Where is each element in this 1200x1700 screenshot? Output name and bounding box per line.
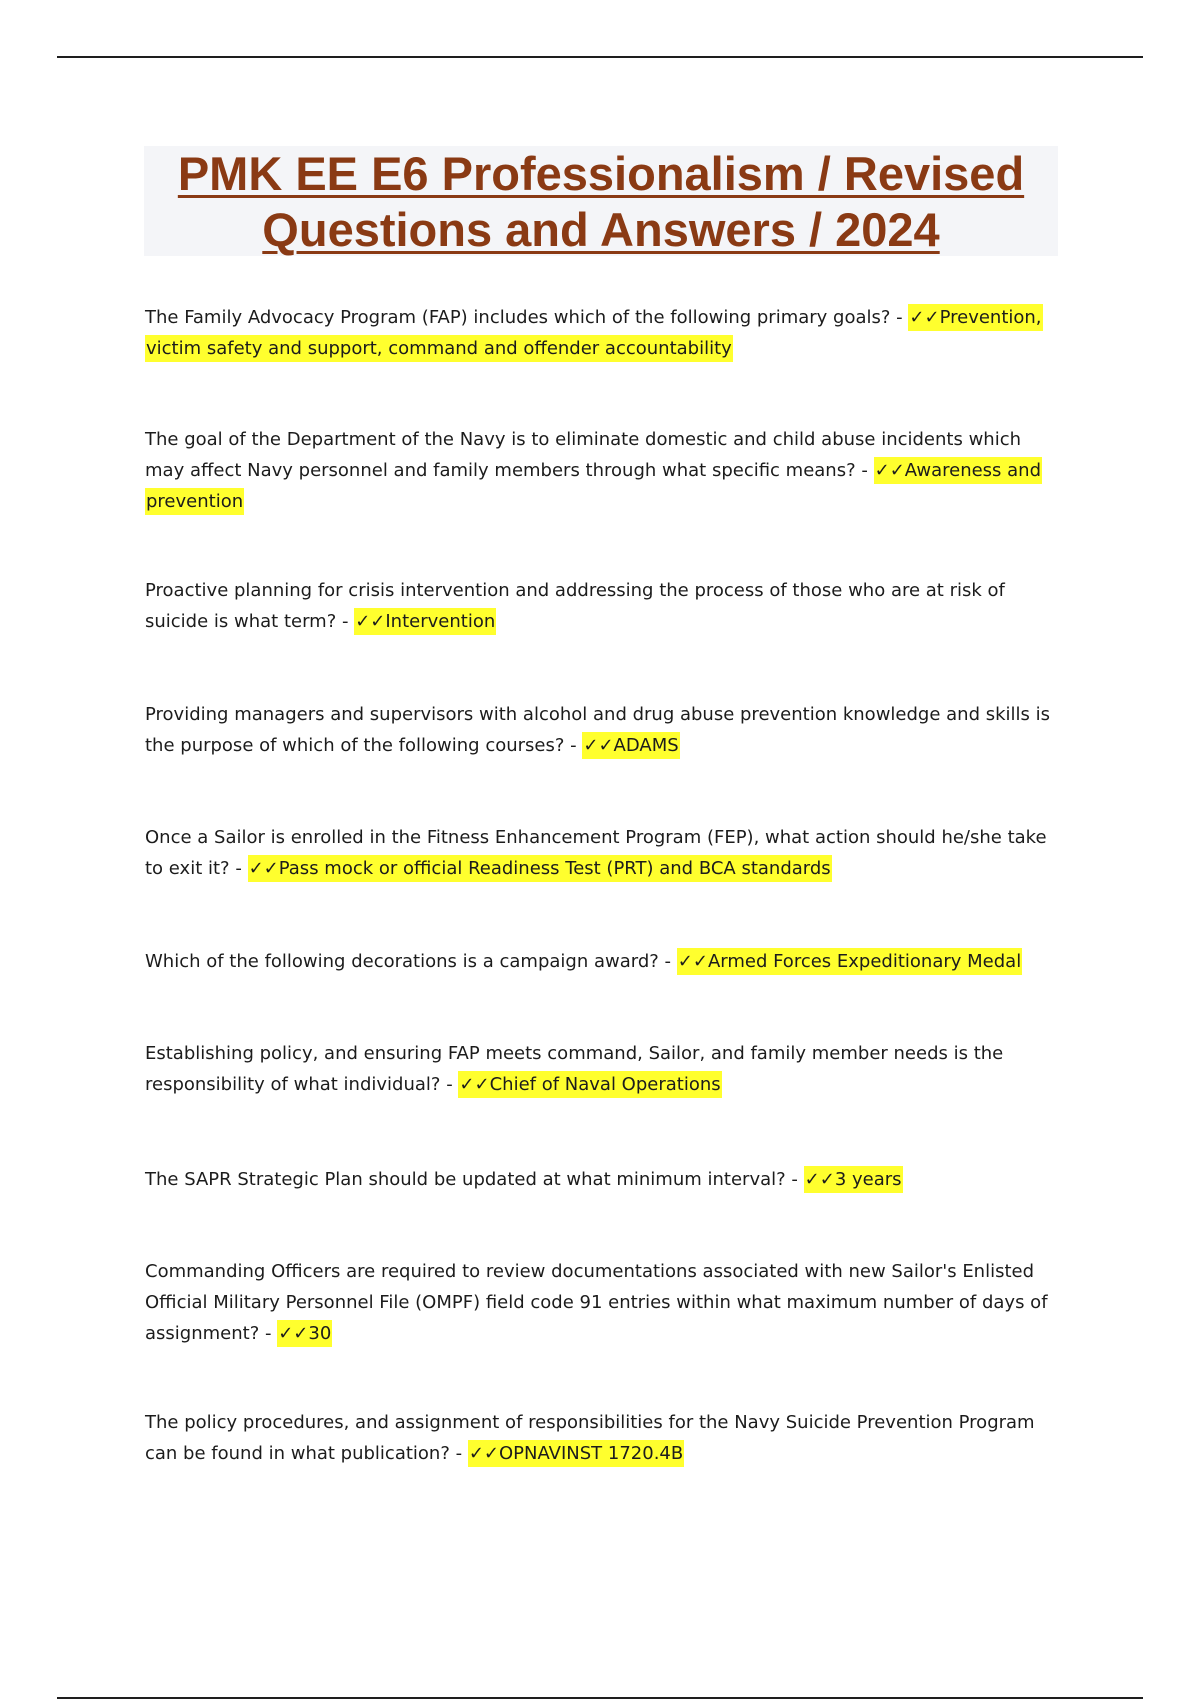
- checkmark-icon: ✓✓: [459, 1074, 490, 1095]
- answer-highlight: [354, 608, 496, 635]
- question-text: Once a Sailor is enrolled in the Fitness Enhancement Program (FEP), what action should he/she take to exit it?: [145, 827, 1047, 879]
- separator: -: [336, 611, 355, 632]
- top-rule: [57, 56, 1143, 58]
- separator: -: [785, 1169, 804, 1190]
- qa-item: [145, 424, 1060, 517]
- separator: -: [855, 460, 874, 481]
- question-text: Providing managers and supervisors with alcohol and drug abuse prevention knowledge and skills is the purpose of which of the following courses?: [145, 704, 1051, 756]
- separator: -: [229, 858, 248, 879]
- answer-text: Pass mock or official Readiness Test (PRT) and BCA standards: [278, 858, 831, 879]
- qa-item: [145, 1407, 1060, 1469]
- title-line-1: PMK EE E6 Professionalism / Revised: [177, 147, 1025, 200]
- answer-highlight: [468, 1440, 684, 1467]
- answer-text: Prevention, victim safety and support, command and offender accountability: [146, 307, 1042, 359]
- answer-highlight: [804, 1166, 903, 1193]
- answer-highlight: [277, 1320, 332, 1347]
- answer-highlight: [458, 1071, 721, 1098]
- question-text: Proactive planning for crisis intervention and addressing the process of those who are at risk of suicide is what term?: [145, 580, 1005, 632]
- checkmark-icon: ✓✓: [355, 611, 386, 632]
- question-text: The Family Advocacy Program (FAP) includes which of the following primary goals?: [145, 307, 891, 328]
- answer-text: ADAMS: [613, 735, 679, 756]
- question-text: The goal of the Department of the Navy is to eliminate domestic and child abuse incidents which may affect Navy personnel and family members through what specific means?: [145, 429, 1022, 481]
- answer-highlight: [582, 732, 679, 759]
- title-line-2: Questions and Answers / 2024: [262, 203, 940, 256]
- qa-item: [145, 946, 1060, 977]
- separator: -: [564, 735, 583, 756]
- answer-text: Armed Forces Expeditionary Medal: [707, 951, 1022, 972]
- qa-item: [145, 1164, 1060, 1195]
- answer-text: OPNAVINST 1720.4B: [499, 1443, 684, 1464]
- qa-item: [145, 575, 1060, 637]
- question-text: Commanding Officers are required to review documentations associated with new Sailor's Enlisted Official Military Personnel File (OMPF) field code 91 entries within what maximum number of days of assignment?: [145, 1261, 1048, 1344]
- separator: -: [658, 951, 677, 972]
- checkmark-icon: ✓✓: [909, 307, 940, 328]
- checkmark-icon: ✓✓: [874, 460, 905, 481]
- qa-item: [145, 1256, 1060, 1349]
- checkmark-icon: ✓✓: [804, 1169, 835, 1190]
- qa-item: [145, 302, 1060, 364]
- qa-item: [145, 822, 1060, 884]
- separator: -: [440, 1074, 459, 1095]
- checkmark-icon: ✓✓: [583, 735, 614, 756]
- checkmark-icon: ✓✓: [278, 1323, 309, 1344]
- checkmark-icon: ✓✓: [468, 1443, 500, 1464]
- title-block: [144, 146, 1058, 256]
- separator: -: [259, 1323, 278, 1344]
- question-text: The policy procedures, and assignment of responsibilities for the Navy Suicide Prevention Program can be found in what publication?: [145, 1412, 1035, 1464]
- separator: -: [890, 307, 909, 328]
- qa-item: [145, 699, 1060, 761]
- qa-item: [145, 1038, 1060, 1100]
- answer-text: 30: [308, 1323, 332, 1344]
- answer-highlight: [248, 855, 832, 882]
- answer-text: Awareness and prevention: [146, 460, 1042, 512]
- question-text: Which of the following decorations is a campaign award?: [145, 951, 659, 972]
- checkmark-icon: ✓✓: [677, 951, 708, 972]
- question-text: The SAPR Strategic Plan should be updated at what minimum interval?: [145, 1169, 786, 1190]
- question-text: Establishing policy, and ensuring FAP meets command, Sailor, and family member needs is the responsibility of what individual?: [145, 1043, 1004, 1095]
- checkmark-icon: ✓✓: [248, 858, 279, 879]
- bottom-rule: [57, 1697, 1143, 1699]
- separator: -: [449, 1443, 468, 1464]
- answer-text: 3 years: [834, 1169, 902, 1190]
- answer-text: Chief of Naval Operations: [489, 1074, 721, 1095]
- answer-highlight: [677, 948, 1022, 975]
- answer-text: Intervention: [385, 611, 496, 632]
